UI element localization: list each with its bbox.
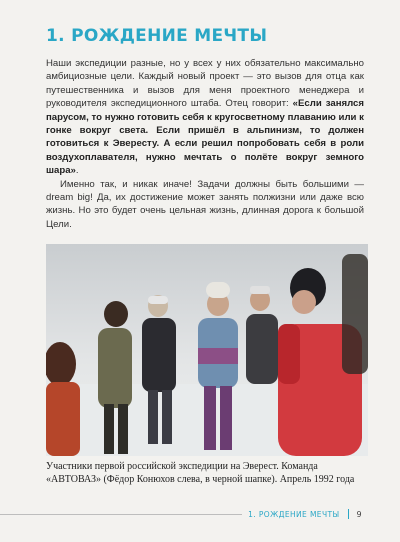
paragraph-1-quote: «Если занялся парусом, то нужно готовить себя к кругосветному плаванию или к гонке вокруг света. Если пришёл в альпинизм, то должен готовиться к Эвересту. А если решил попробовать себя в роли воздухоплавателя, нужно мечтать о полёте вокруг земного шара» xyxy=(46,98,364,177)
paragraph-1 xyxy=(46,57,364,178)
chapter-title: 1. РОЖДЕНИЕ МЕЧТЫ xyxy=(46,26,268,46)
expedition-photo-illustration xyxy=(46,244,368,456)
paragraph-1-end: . xyxy=(75,165,79,177)
paragraph-2: Именно так, и никак иначе! Задачи должны быть большими — dream big! Да, их достижение может занять полжизни или даже всю жизнь. Но это будет очень цельная жизнь, длинная дорога к большой Цели. xyxy=(46,178,364,230)
climber-left-edge xyxy=(46,342,80,456)
photo-caption: Участники первой российской экспедиции на Эверест. Команда «АВТОВАЗ» (Фёдор Конюхов слева, в черной шапке). Апрель 1992 года xyxy=(46,461,355,485)
page-number: 9 xyxy=(356,509,362,519)
footer-separator xyxy=(348,509,349,519)
paragraph-1-start: Наши экспедиции разные, но у всех у них обязательно максимально амбициозные цели. Каждый новый проект — это вызов для отца как путешественника и вызов для меня проектного менеджера и руководителя экспедиционного штаба. Отец говорит: xyxy=(46,58,364,110)
page-footer xyxy=(242,509,362,519)
expedition-photo xyxy=(46,244,368,456)
body-text xyxy=(46,57,364,231)
footer-running-title: 1. РОЖДЕНИЕ МЕЧТЫ xyxy=(248,509,340,519)
